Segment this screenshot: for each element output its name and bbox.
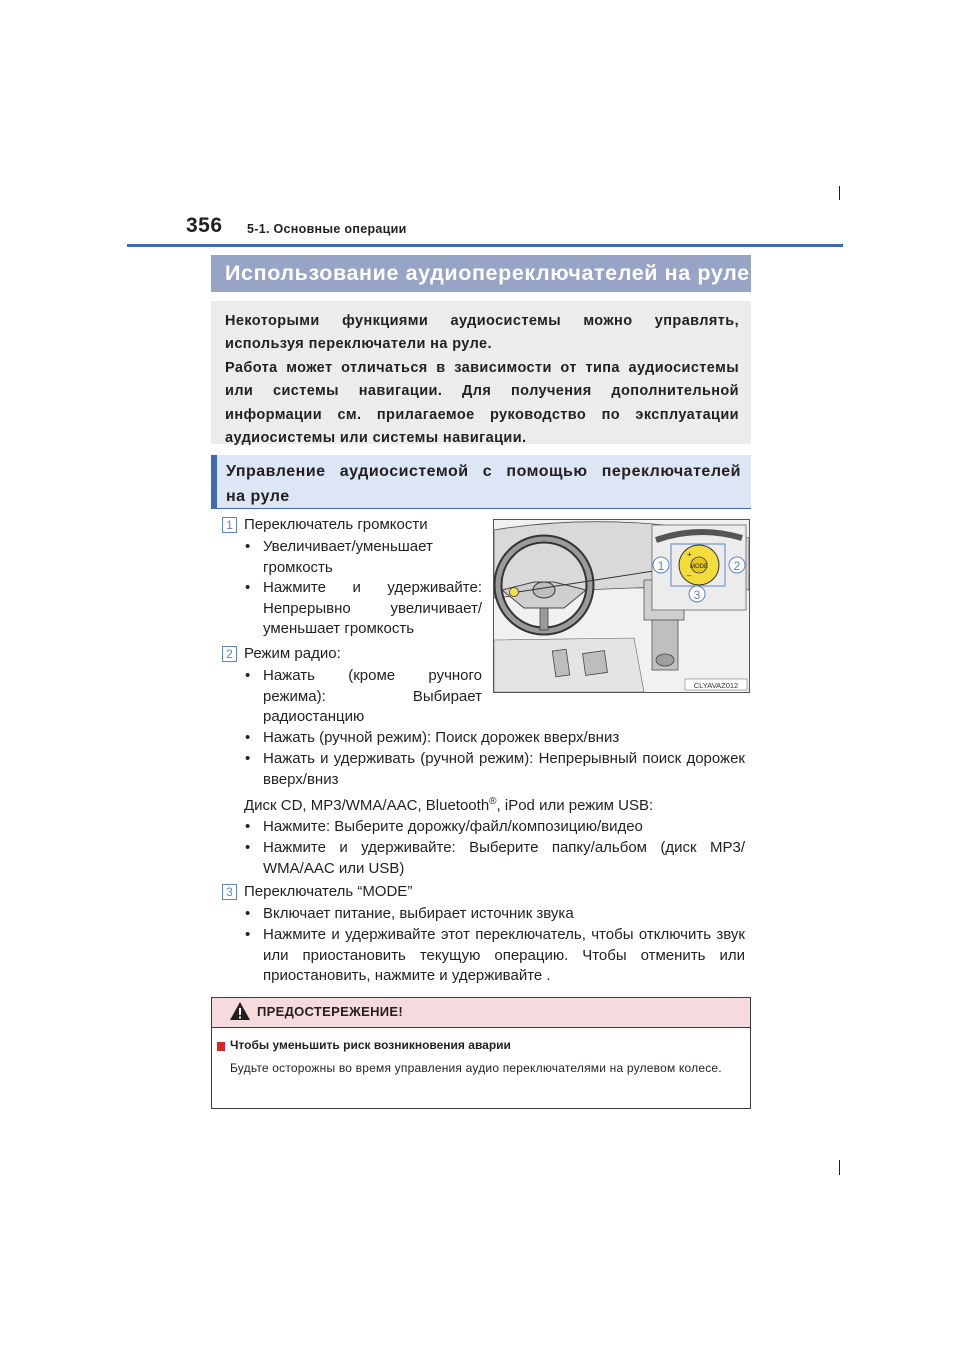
item-number-2: 2 xyxy=(222,646,237,662)
item-2-sub-label: Диск CD, MP3/WMA/AAC, Bluetooth®, iPod или режим USB: xyxy=(244,796,654,814)
warning-subtitle: Чтобы уменьшить риск возникновения аварии xyxy=(230,1038,511,1052)
item-1-bullet-2: • Нажмите и удерживайте: Непрерывно увеличивает/ уменьшает громкость xyxy=(245,579,482,637)
intro-box xyxy=(211,301,751,447)
item-3-bullet-2: • Нажмите и удерживайте этот переключатель, чтобы отключить звук или приостановить текущую операцию. Чтобы отменить или приостановить, нажмите и удерживайте . xyxy=(245,926,745,984)
page-number: 356 xyxy=(186,214,223,237)
item-2-sub-bullet-2: • Нажмите и удерживайте: Выберите папку/альбом (диск MP3/ WMA/AAC или USB) xyxy=(245,839,745,877)
item-2-bullet-2: • Нажать (ручной режим): Поиск дорожек вверх/вниз xyxy=(245,729,620,746)
section-reference: 5-1. Основные операции xyxy=(247,222,407,236)
item-2-bullet-1: • Нажать (кроме ручного режима): Выбирает радиостанцию xyxy=(245,667,482,725)
warning-box xyxy=(211,997,751,1109)
mode-label: MODE xyxy=(690,564,708,570)
item-1-bullet-1: • Увеличивает/уменьшает громкость xyxy=(245,538,433,576)
steering-wheel-figure xyxy=(493,519,750,693)
intro-paragraph-1: Некоторыми функциями аудиосистемы можно управлять, используя переключатели на руле. xyxy=(225,313,739,353)
item-label-2: Режим радио: xyxy=(244,645,341,662)
warning-text: Будьте осторожны во время управления аудио переключателями на рулевом колесе. xyxy=(230,1061,722,1075)
warning-triangle-icon xyxy=(229,1001,251,1021)
subheading-line-1: Управление аудиосистемой с помощью переключателей xyxy=(226,463,741,480)
item-number-3: 3 xyxy=(222,884,237,900)
svg-text:+: + xyxy=(687,550,692,559)
crop-mark-bottom xyxy=(839,1160,840,1175)
subheading xyxy=(211,455,751,509)
svg-text:–: – xyxy=(687,571,692,580)
figure-code: CLYAVAZ012 xyxy=(693,681,739,690)
callout-3: 3 xyxy=(693,588,701,602)
callout-2: 2 xyxy=(733,559,741,573)
warning-header xyxy=(212,998,750,1028)
callout-1: 1 xyxy=(657,559,665,573)
item-label-3: Переключатель “MODE” xyxy=(244,883,413,900)
item-2-sub-bullet-1: • Нажмите: Выберите дорожку/файл/композицию/видео xyxy=(245,818,643,835)
header-rule xyxy=(127,244,843,247)
item-label-1: Переключатель громкости xyxy=(244,516,428,533)
dashboard-illustration xyxy=(494,520,749,692)
page-title: Использование аудиопереключателей на руле xyxy=(211,255,751,292)
red-square-icon xyxy=(217,1042,225,1051)
item-number-1: 1 xyxy=(222,517,237,533)
crop-mark-top xyxy=(839,186,840,200)
subheading-line-2: на руле xyxy=(226,488,290,505)
warning-title: ПРЕДОСТЕРЕЖЕНИЕ! xyxy=(257,1004,404,1019)
item-3-bullet-1: • Включает питание, выбирает источник звука xyxy=(245,905,574,922)
intro-paragraph-2: Работа может отличаться в зависимости от типа аудиосистемы или системы навигации. Для получения дополнительной информации см. прилагаемое руководство по эксплуатации аудиосистемы или системы навигации. xyxy=(225,359,739,447)
item-2-bullet-3: • Нажать и удерживать (ручной режим): Непрерывный поиск дорожек вверх/вниз xyxy=(245,750,745,788)
